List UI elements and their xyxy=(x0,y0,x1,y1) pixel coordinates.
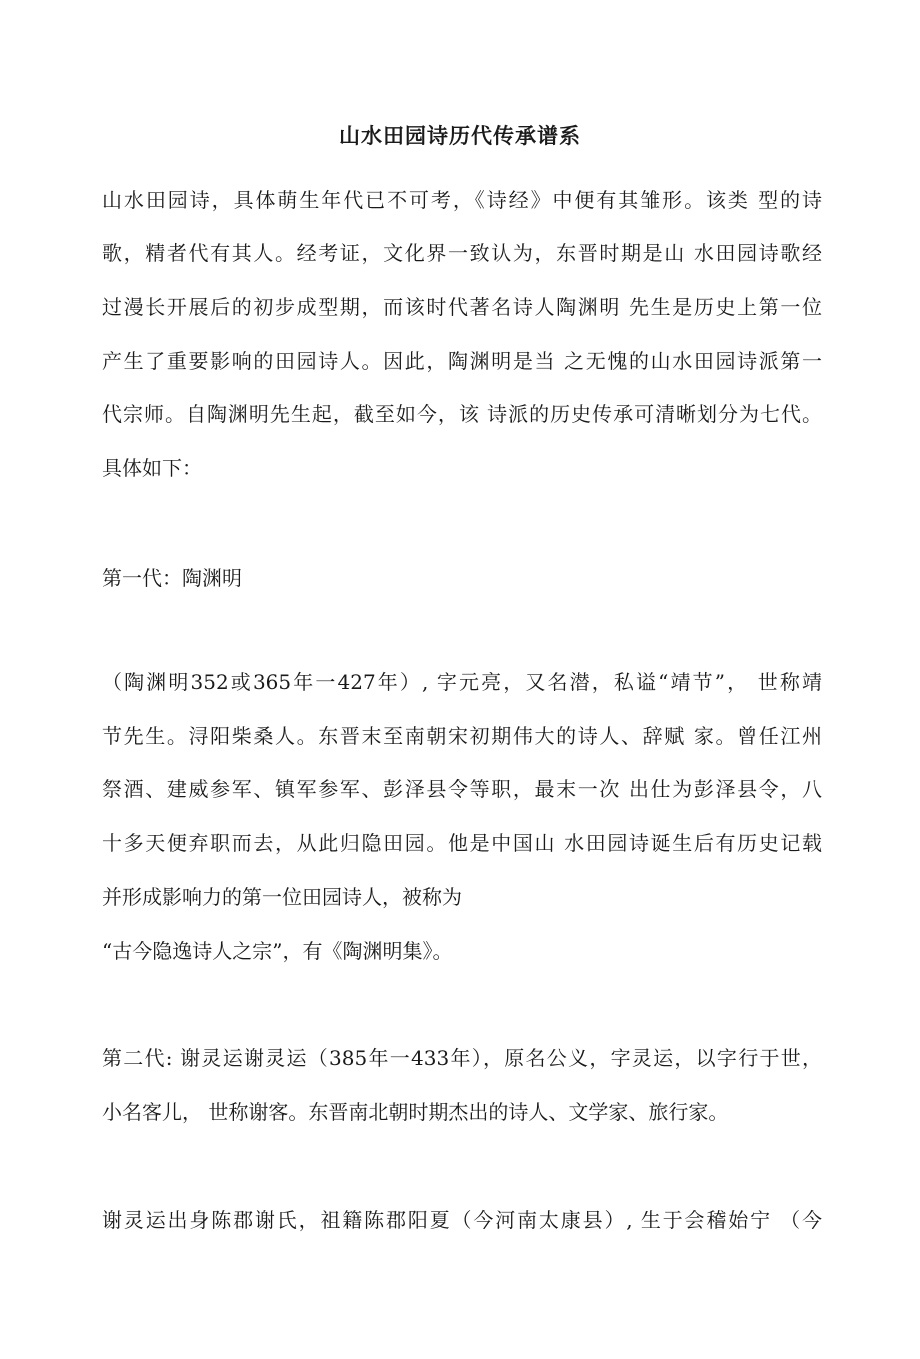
intro-line: 产生了重要影响的田园诗人。因此，陶渊明是当 之无愧的山水田园诗派第一 xyxy=(102,349,822,373)
gen2-body-line: 小名客儿， 世称谢客。东晋南北朝时期杰出的诗人、文学家、旅行家。 xyxy=(102,1100,729,1124)
gen1-body-line: 并形成影响力的第一位田园诗人，被称为 xyxy=(102,885,462,909)
gen1-body-line: 祭酒、建威参军、镇军参军、彭泽县令等职，最末一次 出仕为彭泽县令，八 xyxy=(102,777,822,801)
intro-line: 山水田园诗，具体萌生年代已不可考，《诗经》中便有其雏形。该类 型的诗 xyxy=(102,188,822,212)
gen1-body-line: （陶渊明352或365年一427年）, 字元亮，又名潜，私谥“靖节”， 世称靖 xyxy=(102,670,822,694)
gen1-body-line: “古今隐逸诗人之宗”，有《陶渊明集》。 xyxy=(102,939,453,963)
intro-line: 具体如下： xyxy=(102,456,202,480)
intro-line: 代宗师。自陶渊明先生起，截至如今，该 诗派的历史传承可清晰划分为七代。 xyxy=(102,402,822,426)
intro-line: 过漫长开展后的初步成型期，而该时代著名诗人陶渊明 先生是历史上第一位 xyxy=(102,295,822,319)
gen1-body-line: 节先生。浔阳柴桑人。东晋末至南朝宋初期伟大的诗人、辞赋 家。曾任江州 xyxy=(102,724,822,748)
section-heading-gen1: 第一代：陶渊明 xyxy=(102,566,242,590)
gen2-body-line: 第二代: 谢灵运谢灵运（385年一433年），原名公义，字灵运，以字行于世， xyxy=(102,1046,822,1070)
document-title: 山水田园诗历代传承谱系 xyxy=(339,123,581,148)
gen1-body-line: 十多天便弃职而去，从此归隐田园。他是中国山 水田园诗诞生后有历史记载 xyxy=(102,831,822,855)
intro-line: 歌，精者代有其人。经考证，文化界一致认为，东晋时期是山 水田园诗歌经 xyxy=(102,241,822,265)
gen2-more-line: 谢灵运出身陈郡谢氏，祖籍陈郡阳夏（今河南太康县）, 生于会稽始宁 （今 xyxy=(102,1208,822,1232)
